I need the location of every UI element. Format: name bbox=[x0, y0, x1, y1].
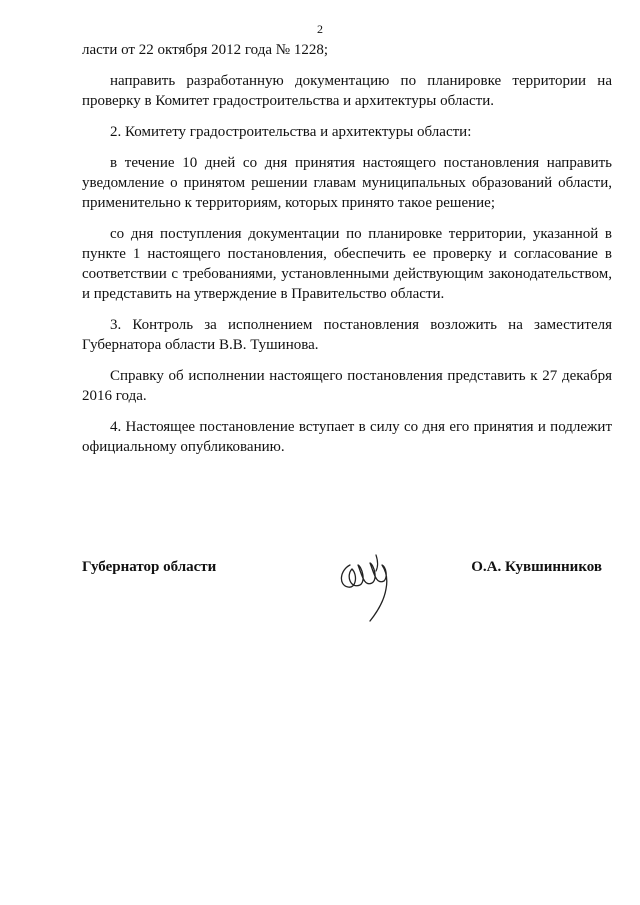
paragraph: 4. Настоящее постановление вступает в силу со дня его принятия и подлежит официальному опубликованию. bbox=[82, 419, 612, 455]
paragraph: со дня поступления документации по планировке территории, указанной в пункте 1 настоящего постановления, обеспечить ее проверку и согласование в соответствии с требованиями, установленными действующим законодательством, и представить на утверждение в Правительство области. bbox=[82, 226, 612, 302]
paragraph: ласти от 22 октября 2012 года № 1228; bbox=[82, 42, 328, 58]
paragraph: Справку об исполнении настоящего постановления представить к 27 декабря 2016 года. bbox=[82, 368, 612, 404]
signatory-name: О.А. Кувшинников bbox=[471, 559, 602, 575]
page-number: 2 bbox=[317, 22, 323, 36]
paragraph: 2. Комитету градостроительства и архитектуры области: bbox=[110, 124, 472, 140]
paragraph: в течение 10 дней со дня принятия настоящего постановления направить уведомление о принятом решении главам муниципальных образований области, применительно к территориям, которых принято такое решение; bbox=[82, 155, 612, 211]
signatory-position: Губернатор области bbox=[82, 559, 217, 575]
paragraph: направить разработанную документацию по планировке территории на проверку в Комитет градостроительства и архитектуры области. bbox=[82, 73, 612, 109]
signature-block bbox=[82, 545, 602, 625]
handwritten-signature bbox=[332, 545, 402, 625]
paragraph: 3. Контроль за исполнением постановления возложить на заместителя Губернатора области В.В. Тушинова. bbox=[82, 317, 612, 353]
document-body bbox=[82, 40, 612, 468]
